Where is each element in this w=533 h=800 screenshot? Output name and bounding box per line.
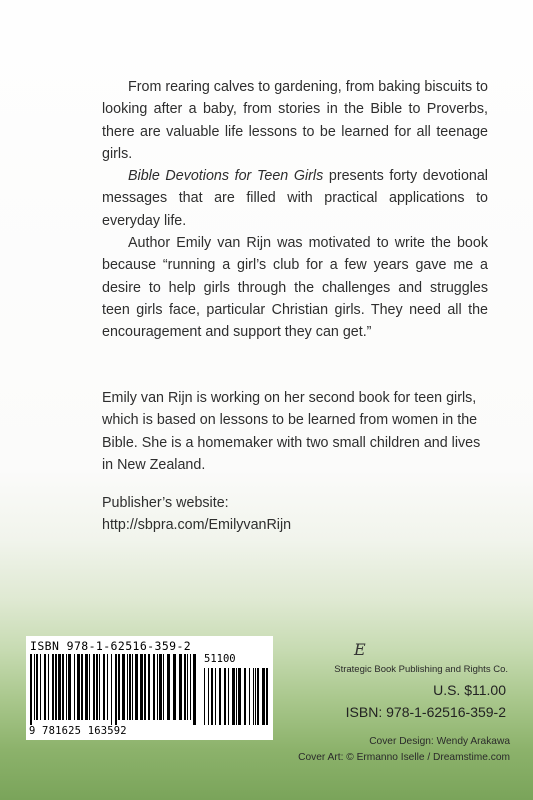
barcode-stripe — [48, 654, 49, 720]
barcode-stripe — [85, 654, 88, 720]
barcode-stripe — [118, 654, 120, 720]
publisher-website-block — [102, 492, 488, 537]
description-paragraph-1: From rearing calves to gardening, from baking biscuits to looking after a baby, from stories in the Bible to Proverbs, there are valuable life lessons to be learned for all teenage girls. — [102, 79, 488, 162]
barcode-stripe — [132, 654, 133, 720]
barcode-stripe — [144, 654, 146, 720]
barcode-stripe — [40, 654, 41, 720]
book-title-italic: Bible Devotions for Teen Girls — [128, 168, 324, 185]
barcode-stripe — [62, 654, 64, 720]
barcode-stripe — [74, 654, 75, 720]
barcode-stripe — [232, 668, 235, 725]
cover-art-credit: Cover Art: © Ermanno Iselle / Dreamstime.com — [298, 752, 510, 763]
barcode-stripe — [190, 654, 191, 720]
publisher-website-url[interactable]: http://sbpra.com/EmilyvanRijn — [102, 517, 292, 534]
barcode-stripe — [135, 654, 138, 720]
barcode-stripe — [262, 668, 265, 725]
barcode-stripe — [211, 668, 213, 725]
barcode-stripe — [179, 654, 182, 720]
barcode-addon-digits: 51100 — [204, 653, 236, 665]
barcode-stripe — [228, 668, 229, 725]
barcode-stripe — [163, 654, 164, 720]
cover-design-credit: Cover Design: Wendy Arakawa — [369, 736, 510, 747]
barcode-stripe — [193, 654, 196, 725]
barcode-stripe — [115, 654, 117, 725]
barcode-stripe — [81, 654, 83, 720]
barcode-stripe — [66, 654, 67, 720]
barcode-stripe — [127, 654, 128, 720]
barcode-stripe — [173, 654, 176, 720]
barcode-stripe — [219, 668, 221, 725]
barcode-stripe — [204, 668, 205, 725]
barcode-ean-digits: 9 781625 163592 — [29, 725, 127, 737]
barcode-stripe — [58, 654, 61, 720]
barcode-stripe — [236, 668, 237, 725]
barcode-stripe — [224, 668, 226, 725]
barcode-stripe — [159, 654, 162, 720]
barcode-stripe — [36, 654, 38, 720]
price: U.S. $11.00 — [433, 682, 506, 698]
barcode-stripe — [266, 668, 268, 725]
barcode-stripe — [255, 668, 256, 725]
barcode-stripe — [157, 654, 158, 720]
barcode-stripe — [89, 654, 90, 720]
barcode-stripe — [44, 654, 46, 720]
barcode-isbn-text: ISBN 978-1-62516-359-2 — [30, 639, 192, 653]
barcode-stripe — [184, 654, 186, 720]
barcode-stripe — [122, 654, 125, 720]
isbn-barcode — [26, 636, 273, 740]
barcode-stripe — [52, 654, 54, 720]
isbn-number: ISBN: 978-1-62516-359-2 — [345, 704, 506, 720]
barcode-stripe — [238, 668, 241, 725]
description-paragraph-3: Author Emily van Rijn was motivated to write the book because “running a girl’s club for a few years gave me a desire to help girls through the challenges and struggles teen girls face, particular Christian girls. They need all the encouragement and support they can get.” — [102, 235, 488, 341]
barcode-stripe — [93, 654, 95, 720]
barcode-stripe — [96, 654, 98, 720]
barcode-stripe — [140, 654, 143, 720]
description-paragraph-2-text: presents forty devotional messages that are filled with practical applications to everyday life. — [102, 168, 488, 229]
barcode-stripe — [167, 654, 170, 720]
barcode-stripe — [148, 654, 150, 720]
barcode-stripe — [129, 654, 131, 720]
barcode-stripe — [257, 668, 259, 725]
author-bio: Emily van Rijn is working on her second book for teen girls, which is based on lessons to be learned from women in the Bible. She is a homemaker with two small children and lives in New Zealand. — [102, 390, 481, 473]
barcode-stripe — [34, 654, 35, 720]
barcode-stripe — [111, 654, 112, 725]
barcode-stripe — [103, 654, 105, 720]
barcode-stripe — [249, 668, 250, 725]
publisher-logo-icon: E — [354, 640, 366, 659]
barcode-stripe — [55, 654, 57, 720]
barcode-stripe — [153, 654, 155, 720]
description-block — [102, 76, 488, 344]
barcode-stripe — [30, 654, 32, 725]
barcode-stripe — [208, 668, 209, 725]
barcode-stripe — [107, 654, 108, 720]
barcode-stripe — [215, 668, 216, 725]
publisher-name: Strategic Book Publishing and Rights Co. — [334, 664, 508, 675]
barcode-stripe — [77, 654, 80, 720]
description-paragraph-2 — [102, 165, 488, 232]
publisher-website-label: Publisher’s website: — [102, 495, 229, 511]
barcode-stripe — [99, 654, 100, 720]
barcode-stripe — [187, 654, 188, 720]
barcode-stripe — [253, 668, 254, 725]
barcode-stripe — [68, 654, 71, 720]
barcode-stripe — [244, 668, 246, 725]
